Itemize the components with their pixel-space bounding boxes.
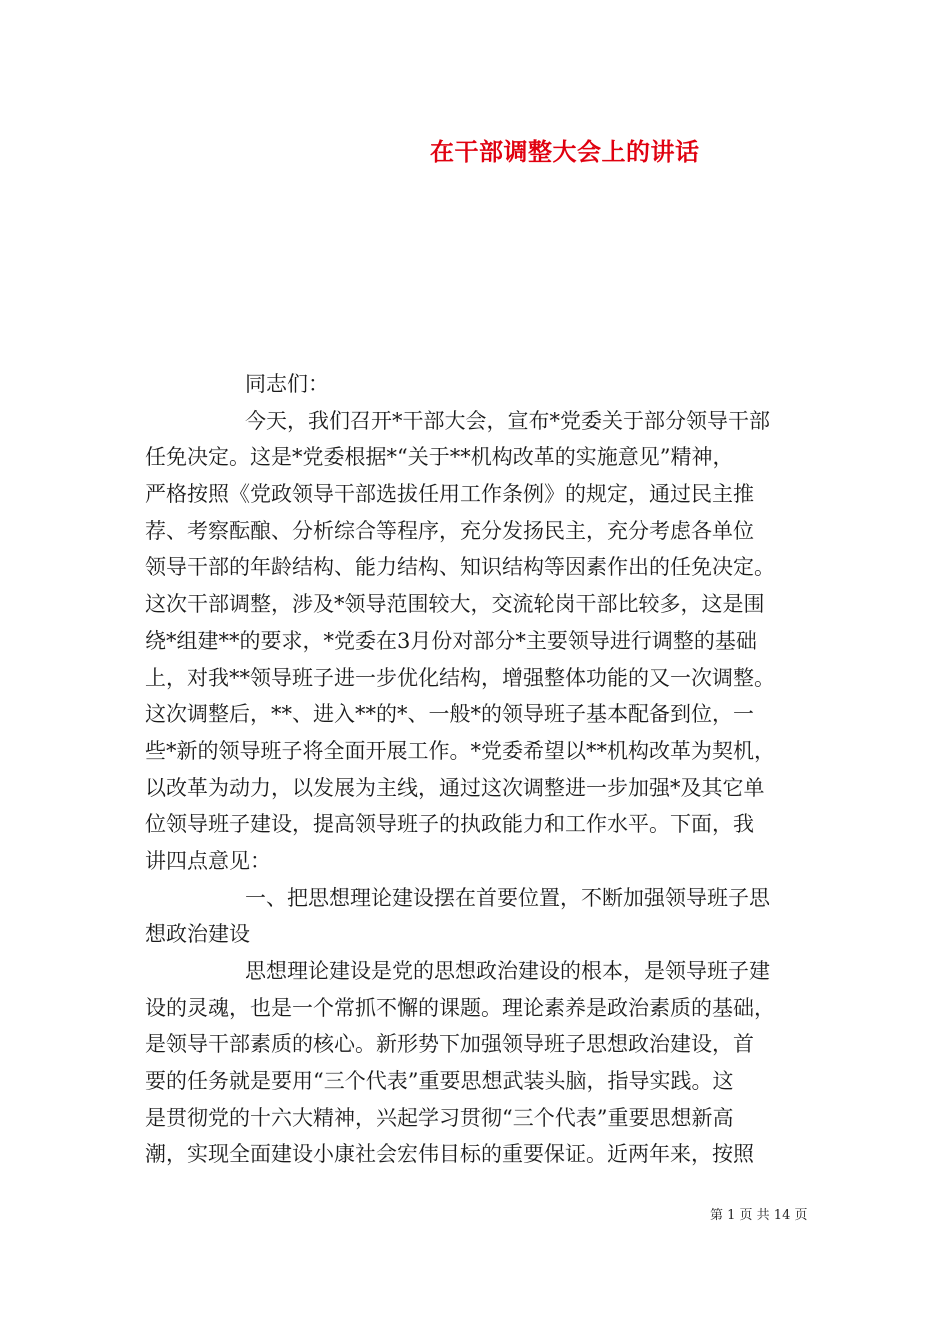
paragraph-line: 潮，实现全面建设小康社会宏伟目标的重要保证。近两年来，按照	[145, 1142, 754, 1167]
paragraph-line: 想政治建设	[145, 922, 250, 947]
document-title: 在干部调整大会上的讲话	[430, 137, 700, 166]
paragraph-line: 领导干部的年龄结构、能力结构、知识结构等因素作出的任免决定。	[145, 555, 775, 580]
paragraph-line: 思想理论建设是党的思想政治建设的根本，是领导班子建	[245, 959, 770, 983]
paragraph-line: 讲四点意见：	[145, 848, 271, 873]
paragraph-line: 荐、考察酝酿、分析综合等程序，充分发扬民主，充分考虑各单位	[145, 518, 754, 543]
paragraph-line: 这次调整后，**、进入**的*、一般*的领导班子基本配备到位，一	[145, 702, 754, 727]
paragraph-line: 以改革为动力，以发展为主线，通过这次调整进一步加强*及其它单	[145, 775, 765, 800]
paragraph-line: 严格按照《党政领导干部选拔任用工作条例》的规定，通过民主推	[145, 482, 754, 507]
paragraph-line: 一、把思想理论建设摆在首要位置，不断加强领导班子思	[245, 885, 770, 910]
paragraph-line: 是贯彻党的十六大精神，兴起学习贯彻“三个代表”重要思想新高	[145, 1105, 734, 1130]
paragraph-line: 些*新的领导班子将全面开展工作。*党委希望以**机构改革为契机，	[145, 738, 775, 763]
paragraph-line: 设的灵魂，也是一个常抓不懈的课题。理论素养是政治素质的基础，	[145, 995, 775, 1020]
paragraph-line: 这次干部调整，涉及*领导范围较大，交流轮岗干部比较多，这是围	[145, 592, 765, 617]
paragraph-line: 今天，我们召开*干部大会，宣布*党委关于部分领导干部	[245, 408, 770, 433]
paragraph-line: 要的任务就是要用“三个代表”重要思想武装头脑，指导实践。这	[145, 1069, 734, 1094]
paragraph-line: 任免决定。这是*党委根据*“关于**机构改革的实施意见”精神，	[145, 445, 734, 470]
document-body	[145, 366, 825, 1173]
page-footer: 第 1 页 共 14 页	[710, 1208, 808, 1223]
paragraph-line: 上，对我**领导班子进一步优化结构，增强整体功能的又一次调整。	[145, 665, 775, 690]
paragraph-line: 绕*组建**的要求，*党委在3月份对部分*主要领导进行调整的基础	[145, 628, 757, 653]
paragraph-line: 是领导干部素质的核心。新形势下加强领导班子思想政治建设，首	[145, 1032, 754, 1057]
paragraph-line: 位领导班子建设，提高领导班子的执政能力和工作水平。下面，我	[145, 812, 754, 837]
paragraph-line: 同志们：	[245, 372, 329, 396]
